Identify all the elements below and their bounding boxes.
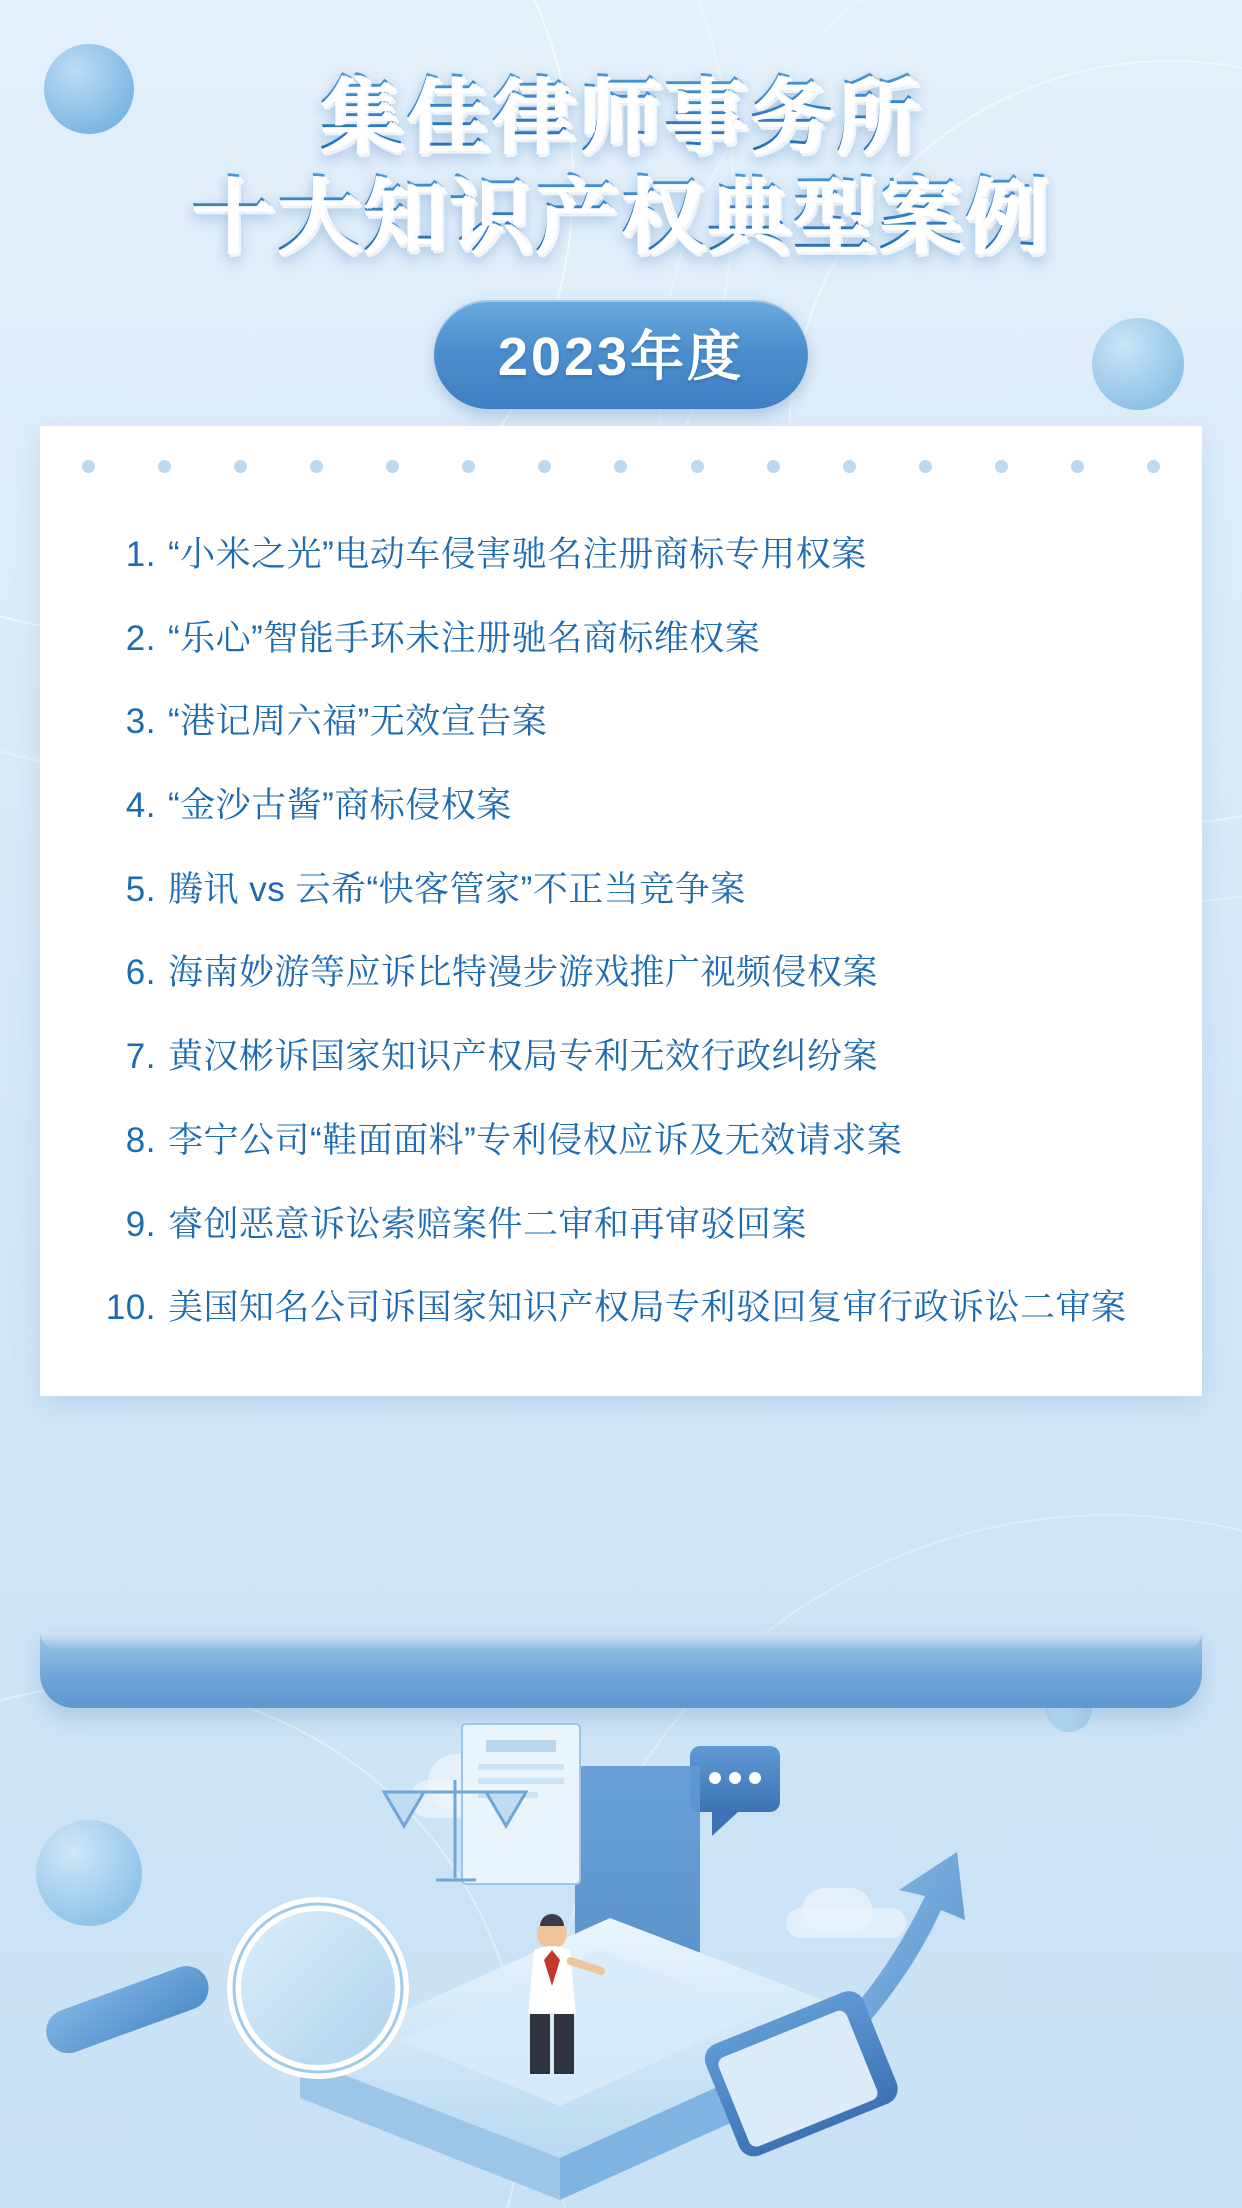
card-dot [1147,460,1160,473]
case-title: 睿创恶意诉讼索赔案件二审和再审驳回案 [168,1204,808,1244]
case-list-item[interactable] [94,1099,1148,1183]
case-number: 3. [125,702,156,742]
magnifier-icon [40,1904,402,2072]
case-list-item[interactable] [94,764,1148,848]
case-list-item[interactable] [94,680,1148,764]
case-number: 8. [125,1120,156,1160]
case-title: “港记周六福”无效宣告案 [168,702,548,742]
card-dot [82,460,95,473]
case-list-item[interactable] [94,848,1148,932]
poster-header [0,66,1242,409]
case-list [40,473,1202,1396]
case-title: 海南妙游等应诉比特漫步游戏推广视频侵权案 [168,953,879,993]
case-number: 7. [125,1037,156,1077]
card-dot [843,460,856,473]
card-dot [691,460,704,473]
card-dot-row [40,426,1202,473]
card-dot [995,460,1008,473]
case-title: 黄汉彬诉国家知识产权局专利无效行政纠纷案 [168,1037,879,1077]
case-title: 李宁公司“鞋面面料”专利侵权应诉及无效请求案 [168,1120,903,1160]
case-list-item[interactable] [94,1183,1148,1267]
case-list-item[interactable] [94,1015,1148,1099]
case-list-item[interactable] [94,931,1148,1015]
page-title-line-2: 十大知识产权典型案例 [0,166,1242,266]
card-dot [234,460,247,473]
case-title: 美国知名公司诉国家知识产权局专利驳回复审行政诉讼二审案 [168,1288,1127,1328]
page-title-line-1: 集佳律师事务所 [0,66,1242,166]
card-dot [462,460,475,473]
card-dot [310,460,323,473]
case-list-item[interactable] [94,1266,1148,1350]
year-badge: 2023年度 [434,300,808,409]
card-dot [614,460,627,473]
card-dot [158,460,171,473]
case-number: 1. [125,535,156,574]
footer-illustration [0,1688,1242,2208]
certificate-icon [462,1724,580,1884]
case-list-card [40,426,1202,1396]
card-dot [767,460,780,473]
case-number: 9. [125,1204,156,1244]
case-number: 4. [125,786,156,826]
case-number: 2. [125,618,156,658]
case-list-item[interactable] [94,513,1148,597]
card-dot [538,460,551,473]
case-list-item[interactable] [94,597,1148,681]
case-title: “乐心”智能手环未注册驰名商标维权案 [168,618,761,658]
case-title: “小米之光”电动车侵害驰名注册商标专用权案 [168,535,867,574]
case-number: 10. [105,1288,156,1328]
card-dot [386,460,399,473]
card-dot [1071,460,1084,473]
case-title: 腾讯 vs 云希“快客管家”不正当竞争案 [168,869,746,909]
card-dot [919,460,932,473]
case-number: 5. [125,869,156,909]
case-title: “金沙古酱”商标侵权案 [168,786,512,826]
case-number: 6. [125,953,156,993]
chat-bubble-icon [690,1746,780,1836]
